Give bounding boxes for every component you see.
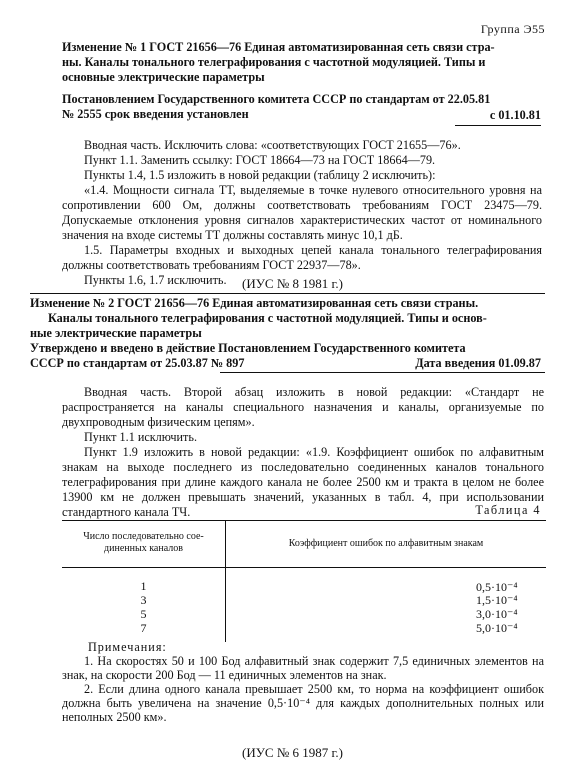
section-divider — [30, 293, 545, 294]
table-cell: 5 — [62, 607, 226, 621]
paragraph: «1.4. Мощности сигнала ТТ, выделяемые в точке нулевого относительного уровня на сопротивлении 600 Ом, должны соответствовать требованиям ГОСТ 23475—79. Допускаемые отклонения уровня сигналов характеристических частот от номинального значения на входе системы ТТ должны составлять минус 10,1 дБ. — [62, 183, 542, 242]
paragraph: Пункт 1.9 изложить в новой редакции: «1.9. Коэффициент ошибок по алфавитным знакам на выходе последнего из последовательно соединенных каналов тонального телеграфирования при длине каждого канала не более 2500 км и тракта в целом не более 13900 км не должен превышать значений, указанных в табл. 4, при использовании стандартного канала ТЧ. — [62, 445, 544, 519]
change-1-title — [62, 40, 542, 85]
table-row — [62, 568, 546, 594]
table-caption: Таблица 4 — [475, 503, 541, 517]
change-1-ius: (ИУС № 8 1981 г.) — [242, 276, 343, 291]
change-2-date: Дата введения 01.09.87 — [415, 356, 541, 370]
paragraph: Вводная часть. Исключить слова: «соответствующих ГОСТ 21655—76». — [84, 138, 461, 152]
title-line: ны. Каналы тонального телеграфирования с частотной модуляцией. Типы и — [62, 55, 486, 69]
paragraph: Вводная часть. Второй абзац изложить в новой редакции: «Стандарт не распространяется на каналы специального назначения и каналы, организуемые по двухпроводным физическим цепям». — [62, 385, 544, 429]
date-underline — [455, 125, 541, 126]
note: 1. На скоростях 50 и 100 Бод алфавитный знак содержит 7,5 единичных элементов на знак, на скорости 200 Бод — 11 единичных элементов на знак. — [62, 654, 544, 682]
group-label: Группа Э55 — [480, 22, 545, 36]
table-row — [62, 593, 546, 607]
paragraph: Пункты 1.4, 1.5 изложить в новой редакции (таблицу 2 исключить): — [84, 168, 436, 182]
change-2-ius: (ИУС № 6 1987 г.) — [242, 745, 343, 760]
title-line: основные электрические параметры — [62, 70, 265, 84]
change-1-date: с 01.10.81 — [489, 108, 541, 122]
note: 2. Если длина одного канала превышает 2500 км, то норма на коэффициент ошибок должна быть увеличена на значение 0,5·10⁻⁴ для каждых дополнительных полных или неполных 2500 км». — [62, 682, 544, 724]
table-cell: 1 — [62, 568, 226, 594]
title-line: Каналы тонального телеграфирования с частотной модуляцией. Типы и основ- — [48, 311, 487, 325]
date-underline — [220, 372, 545, 373]
change-1-body — [62, 138, 542, 288]
table-cell: 3,0·10⁻⁴ — [476, 607, 518, 621]
decree-line: № 2555 срок введения установлен — [62, 107, 249, 121]
decree-line: Постановлением Государственного комитета СССР по стандартам от 22.05.81 — [62, 92, 491, 106]
paragraph: Пункт 1.1 исключить. — [84, 430, 197, 444]
paragraph: Пункты 1.6, 1.7 исключить. — [84, 273, 227, 287]
notes-title: Примечания: — [88, 640, 167, 654]
table-cell: 7 — [62, 621, 226, 642]
paragraph: Пункт 1.1. Заменить ссылку: ГОСТ 18664—73 на ГОСТ 18664—79. — [84, 153, 436, 167]
title-line: Изменение № 1 ГОСТ 21656—76 Единая автоматизированная сеть связи стра- — [62, 40, 495, 54]
notes — [62, 640, 544, 724]
table-header: Коэффициент ошибок по алфавитным знакам — [288, 538, 484, 549]
error-table — [62, 520, 546, 642]
paragraph: 1.5. Параметры входных и выходных цепей канала тонального телеграфирования должны соответствовать требованиям ГОСТ 22937—78». — [62, 243, 542, 272]
table-cell: 3 — [62, 593, 226, 607]
table-cell: 5,0·10⁻⁴ — [476, 620, 518, 635]
title-line: Утверждено и введено в действие Постановлением Государственного комитета — [30, 341, 466, 355]
title-line: СССР по стандартам от 25.03.87 № 897 — [30, 356, 245, 370]
change-1-decree — [62, 92, 542, 122]
table-cell: 1,5·10⁻⁴ — [476, 593, 518, 607]
table-row — [62, 607, 546, 621]
table-cell: 0,5·10⁻⁴ — [476, 579, 518, 594]
title-line: Изменение № 2 ГОСТ 21656—76 Единая автоматизированная сеть связи страны. — [30, 296, 479, 310]
table-row — [62, 621, 546, 642]
title-line: ные электрические параметры — [30, 326, 202, 340]
table-header: Число последовательно сое- диненных каналов — [62, 521, 226, 568]
change-2-body — [62, 385, 544, 520]
